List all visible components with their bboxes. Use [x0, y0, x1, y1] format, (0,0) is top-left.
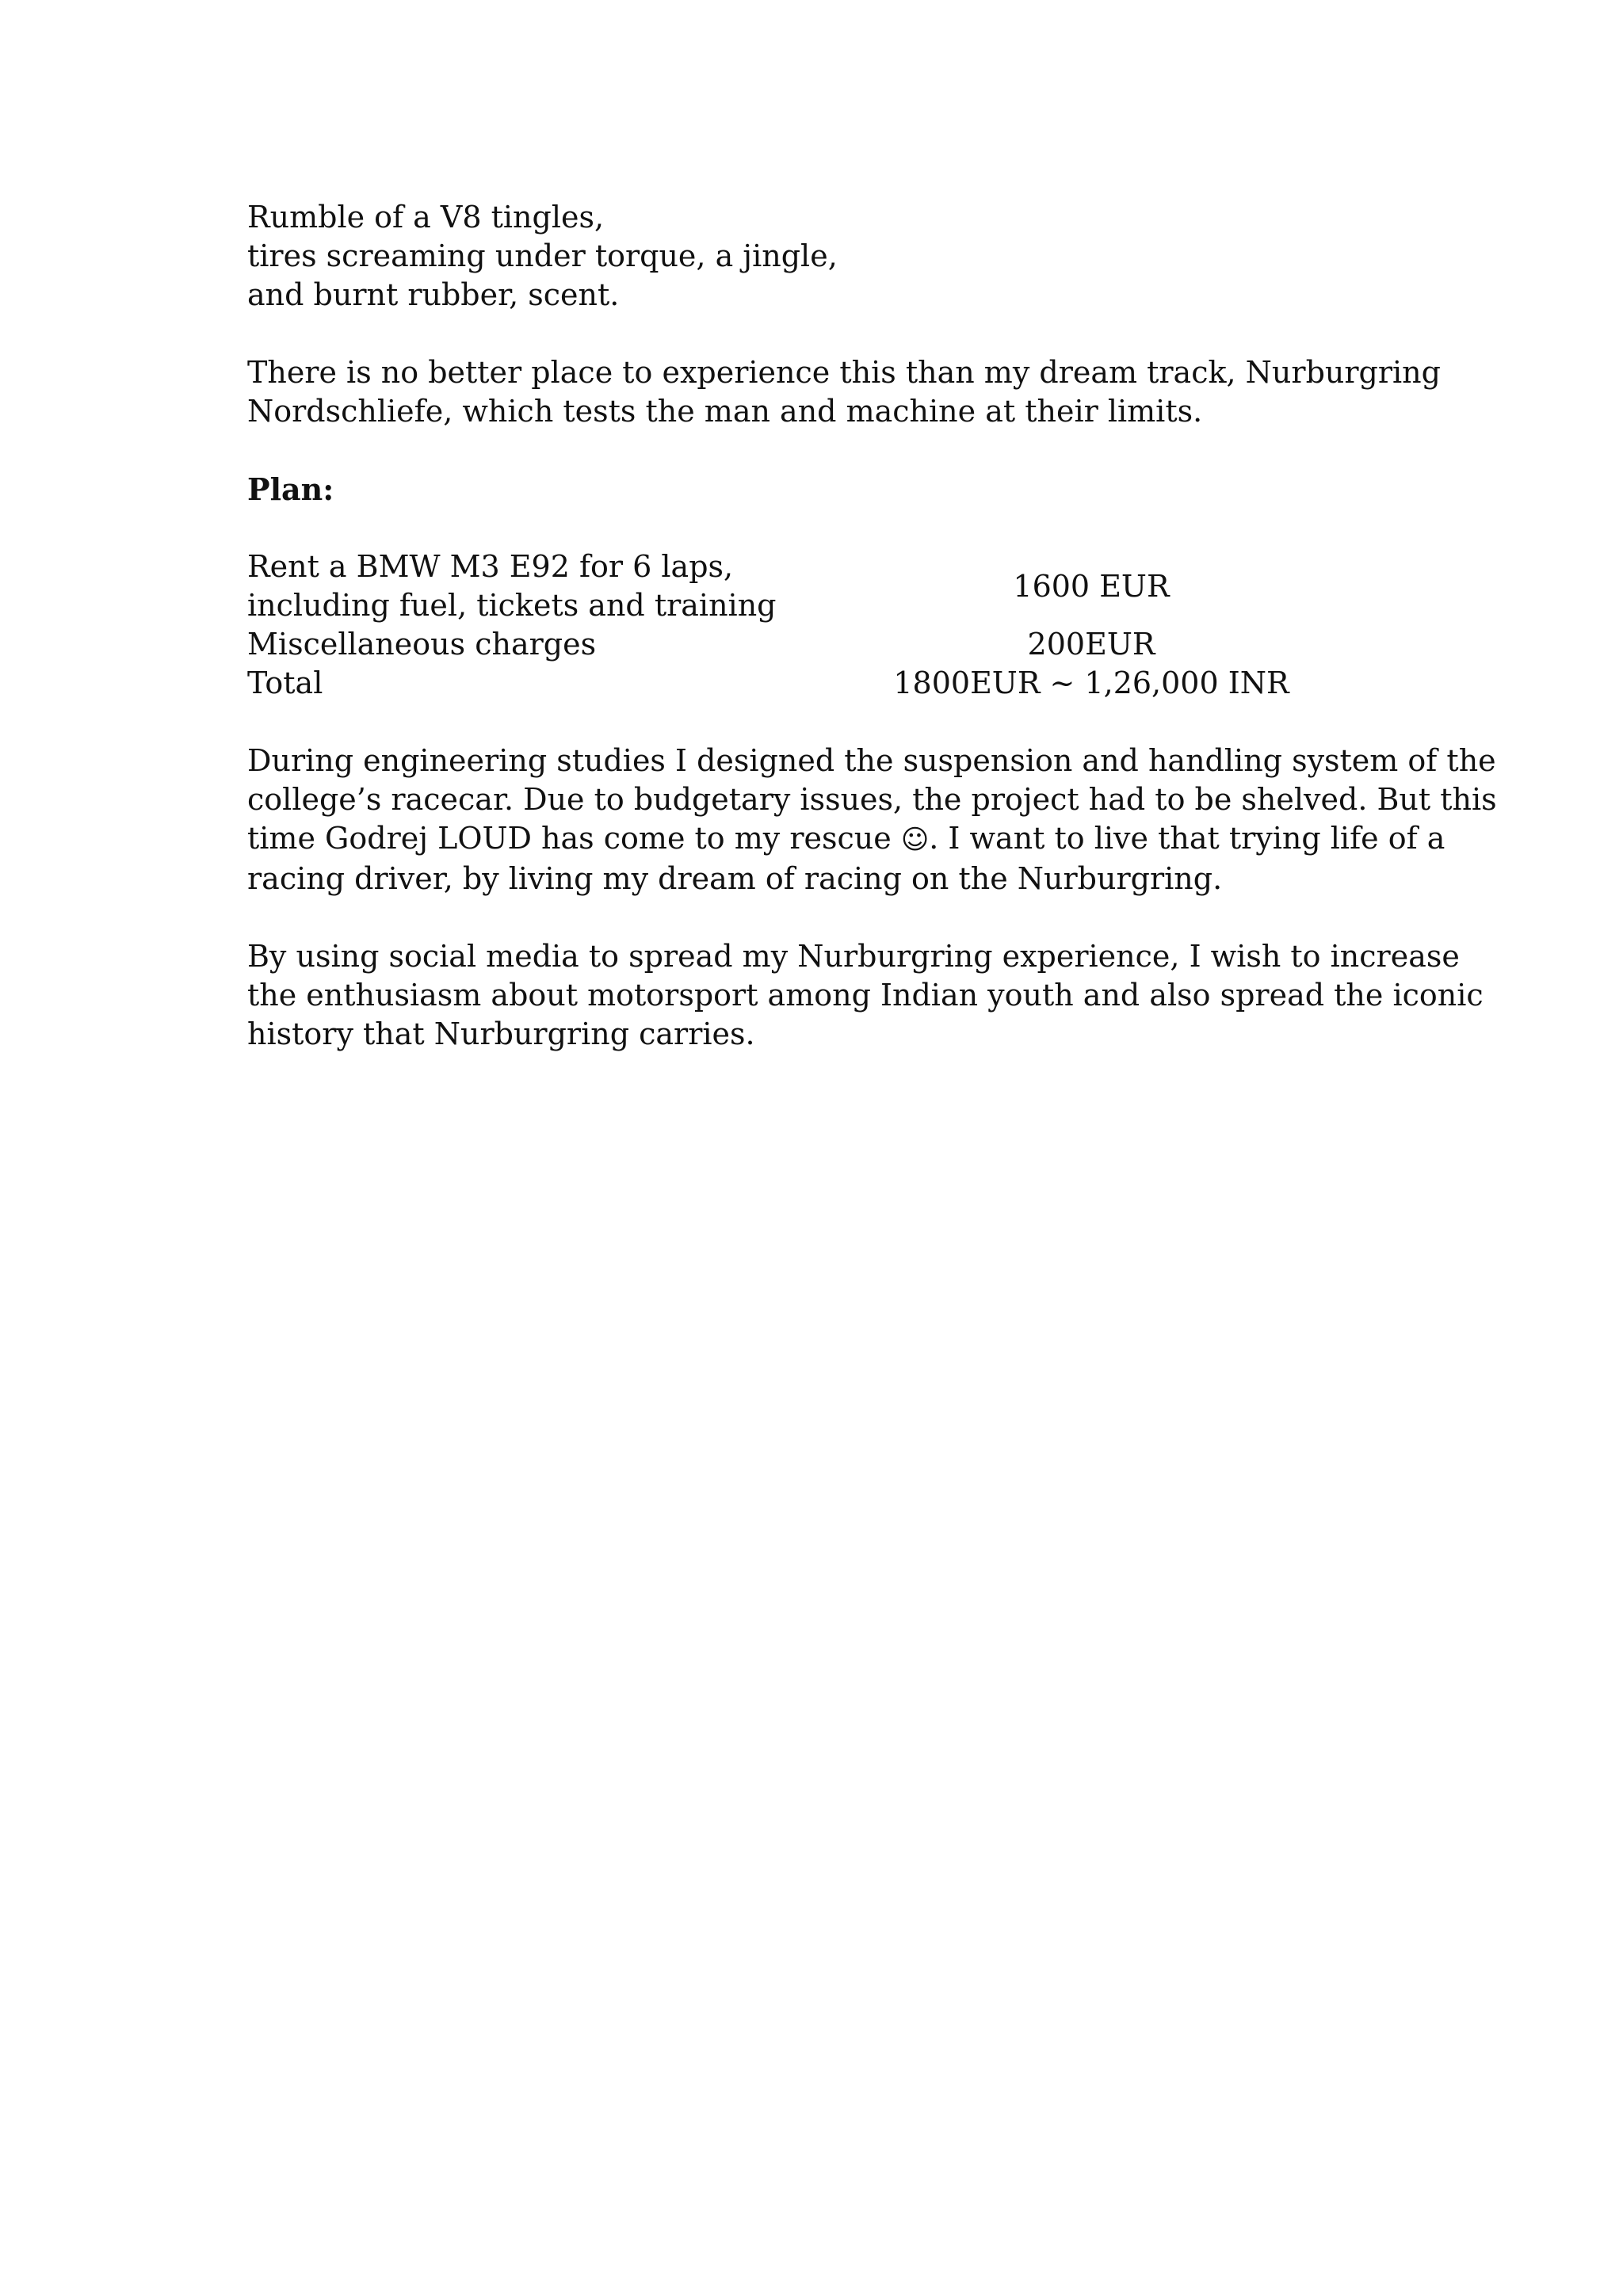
poem-line: and burnt rubber, scent. [247, 277, 620, 312]
intro-paragraph [247, 353, 1441, 431]
poem-line: tires screaming under torque, a jingle, [247, 238, 838, 273]
document-page [247, 198, 1497, 1054]
closing-line: history that Nurburgring carries. [247, 1016, 755, 1051]
story-text: . I want to live that trying life of a [929, 821, 1445, 856]
intro-line: There is no better place to experience this than my dream track, Nurburgring [247, 355, 1441, 390]
plan-item-line: Rent a BMW M3 E92 for 6 laps, [247, 549, 734, 584]
paragraph-gap [247, 898, 1388, 937]
closing-line: the enthusiasm about motorsport among Indian youth and also spread the iconic [247, 978, 1484, 1013]
intro-line: Nordschliefe, which tests the man and machine at their limits. [247, 394, 1203, 429]
plan-heading: Plan: [247, 471, 334, 507]
smiley-icon: ☺ [900, 824, 930, 856]
story-line: During engineering studies I designed the suspension and handling system of the [247, 743, 1496, 778]
closing-line: By using social media to spread my Nurburgring experience, I wish to increase [247, 939, 1460, 974]
paragraph-gap [247, 703, 1388, 742]
paragraph-gap [247, 431, 1388, 470]
story-line: racing driver, by living my dream of racing on the Nurburgring. [247, 861, 1223, 896]
paragraph-gap [247, 315, 1388, 353]
plan-row-total [247, 664, 1301, 703]
story-line [247, 819, 1445, 860]
poem-line: Rumble of a V8 tingles, [247, 200, 605, 235]
paragraph-gap [247, 509, 1388, 547]
plan-row-rent [247, 547, 1301, 625]
story-paragraph [247, 742, 1497, 898]
closing-paragraph [247, 937, 1484, 1054]
story-line: college’s racecar. Due to budgetary issues, the project had to be shelved. But this [247, 782, 1497, 817]
plan-item-line: including fuel, tickets and training [247, 588, 777, 623]
plan-table [247, 547, 1301, 703]
plan-amount: 1600 EUR [1013, 568, 1170, 604]
plan-amount: 200EUR [1027, 627, 1155, 662]
plan-row-misc [247, 625, 1301, 664]
story-text: time Godrej LOUD has come to my rescue [247, 821, 901, 856]
plan-item: Miscellaneous charges [247, 627, 597, 662]
plan-item [247, 547, 881, 625]
poem-stanza [247, 198, 1388, 315]
plan-item: Total [247, 666, 323, 700]
plan-amount: 1800EUR ~ 1,26,000 INR [893, 666, 1289, 700]
